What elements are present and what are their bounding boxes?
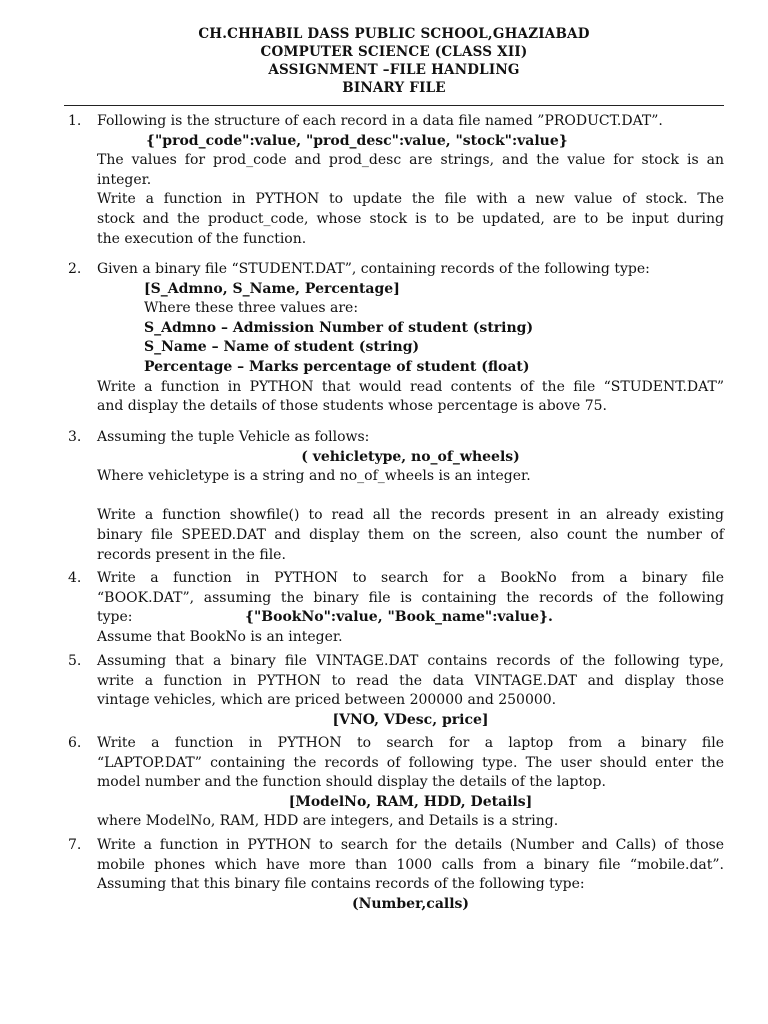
- record-structure: [ModelNo, RAM, HDD, Details]: [288, 793, 533, 810]
- question-text: Assuming that this binary file contains records of the following type:: [97, 876, 585, 893]
- question-text: Following is the structure of each record in a data file named ”PRODUCT.DAT”.: [97, 113, 663, 129]
- question-text: write a function in PYTHON to read the data VINTAGE.DAT and display those: [97, 672, 724, 689]
- question-text: type:: [97, 609, 133, 626]
- question-text: Write a function in PYTHON to search for the details (Number and Calls) of those: [97, 837, 724, 853]
- header-divider: [64, 105, 724, 106]
- question-6: [68, 734, 724, 832]
- blank-line: [97, 487, 724, 507]
- question-5: [68, 652, 724, 730]
- question-text: Write a function in PYTHON to search for a BookNo from a binary file: [97, 570, 724, 586]
- record-structure: (Number,calls): [351, 895, 470, 912]
- record-structure: [S_Admno, S_Name, Percentage]: [144, 280, 400, 297]
- question-text: Assuming the tuple Vehicle as follows:: [97, 429, 370, 445]
- question-text: “LAPTOP.DAT” containing the records of following type. The user should enter the: [97, 754, 724, 771]
- question-text: The values for prod_code and prod_desc are strings, and the value for stock is an: [97, 152, 724, 169]
- question-number: 2.: [68, 261, 82, 277]
- field-definition: S_Name – Name of student (string): [144, 339, 420, 356]
- record-structure: ( vehicletype, no_of_wheels): [301, 448, 520, 465]
- question-text: vintage vehicles, which are priced between 200000 and 250000.: [97, 692, 557, 709]
- question-text: Write a function in PYTHON to update the file with a new value of stock. The: [97, 191, 724, 208]
- field-definition: Percentage – Marks percentage of student (float): [144, 358, 530, 375]
- question-number: 1.: [68, 113, 82, 129]
- question-text: Assuming that a binary file VINTAGE.DAT contains records of the following type,: [97, 653, 724, 669]
- question-text: Where vehicletype is a string and no_of_wheels is an integer.: [97, 468, 531, 485]
- question-text: binary file SPEED.DAT and display them on the screen, also count the number of: [97, 526, 724, 543]
- question-number: 5.: [68, 653, 82, 669]
- school-name: CH.CHHABIL DASS PUBLIC SCHOOL,GHAZIABAD: [198, 26, 590, 42]
- question-2: [68, 260, 724, 417]
- record-structure: [VNO, VDesc, price]: [332, 711, 489, 728]
- question-text: Given a binary file “STUDENT.DAT”, containing records of the following type:: [97, 261, 650, 277]
- question-text: model number and the function should display the details of the laptop.: [97, 774, 606, 791]
- record-structure: {"prod_code":value, "prod_desc":value, "stock":value}: [146, 132, 568, 149]
- question-text: mobile phones which have more than 1000 calls from a binary file “mobile.dat”.: [97, 856, 724, 873]
- question-number: 4.: [68, 570, 82, 586]
- field-definition: S_Admno – Admission Number of student (string): [144, 319, 534, 336]
- record-structure: {"BookNo":value, "Book_name":value}.: [245, 609, 553, 626]
- question-1: [68, 112, 724, 249]
- question-number: 3.: [68, 429, 82, 445]
- question-text: and display the details of those students whose percentage is above 75.: [97, 398, 607, 415]
- subject-title: COMPUTER SCIENCE (CLASS XII): [260, 44, 528, 60]
- question-text: Write a function showfile() to read all the records present in an already existing: [97, 507, 724, 524]
- question-7: [68, 836, 724, 914]
- question-text: Where these three values are:: [144, 300, 359, 317]
- question-text: “BOOK.DAT”, assuming the binary file is containing the records of the following: [97, 589, 724, 606]
- question-text: records present in the file.: [97, 546, 286, 563]
- question-text: integer.: [97, 171, 152, 188]
- question-text: Write a function in PYTHON that would read contents of the file “STUDENT.DAT”: [97, 378, 724, 395]
- question-3: [68, 428, 724, 565]
- question-number: 6.: [68, 735, 82, 751]
- document-header: [0, 25, 768, 97]
- question-number: 7.: [68, 837, 82, 853]
- question-text: Assume that BookNo is an integer.: [97, 628, 343, 645]
- question-text: the execution of the function.: [97, 230, 307, 247]
- question-text: where ModelNo, RAM, HDD are integers, and Details is a string.: [97, 813, 559, 830]
- question-text: stock and the product_code, whose stock is to be updated, are to be input during: [97, 210, 724, 227]
- question-text: Write a function in PYTHON to search for a laptop from a binary file: [97, 735, 724, 751]
- question-4: [68, 569, 724, 647]
- assignment-title: ASSIGNMENT –FILE HANDLING: [268, 62, 520, 78]
- topic-title: BINARY FILE: [342, 80, 446, 96]
